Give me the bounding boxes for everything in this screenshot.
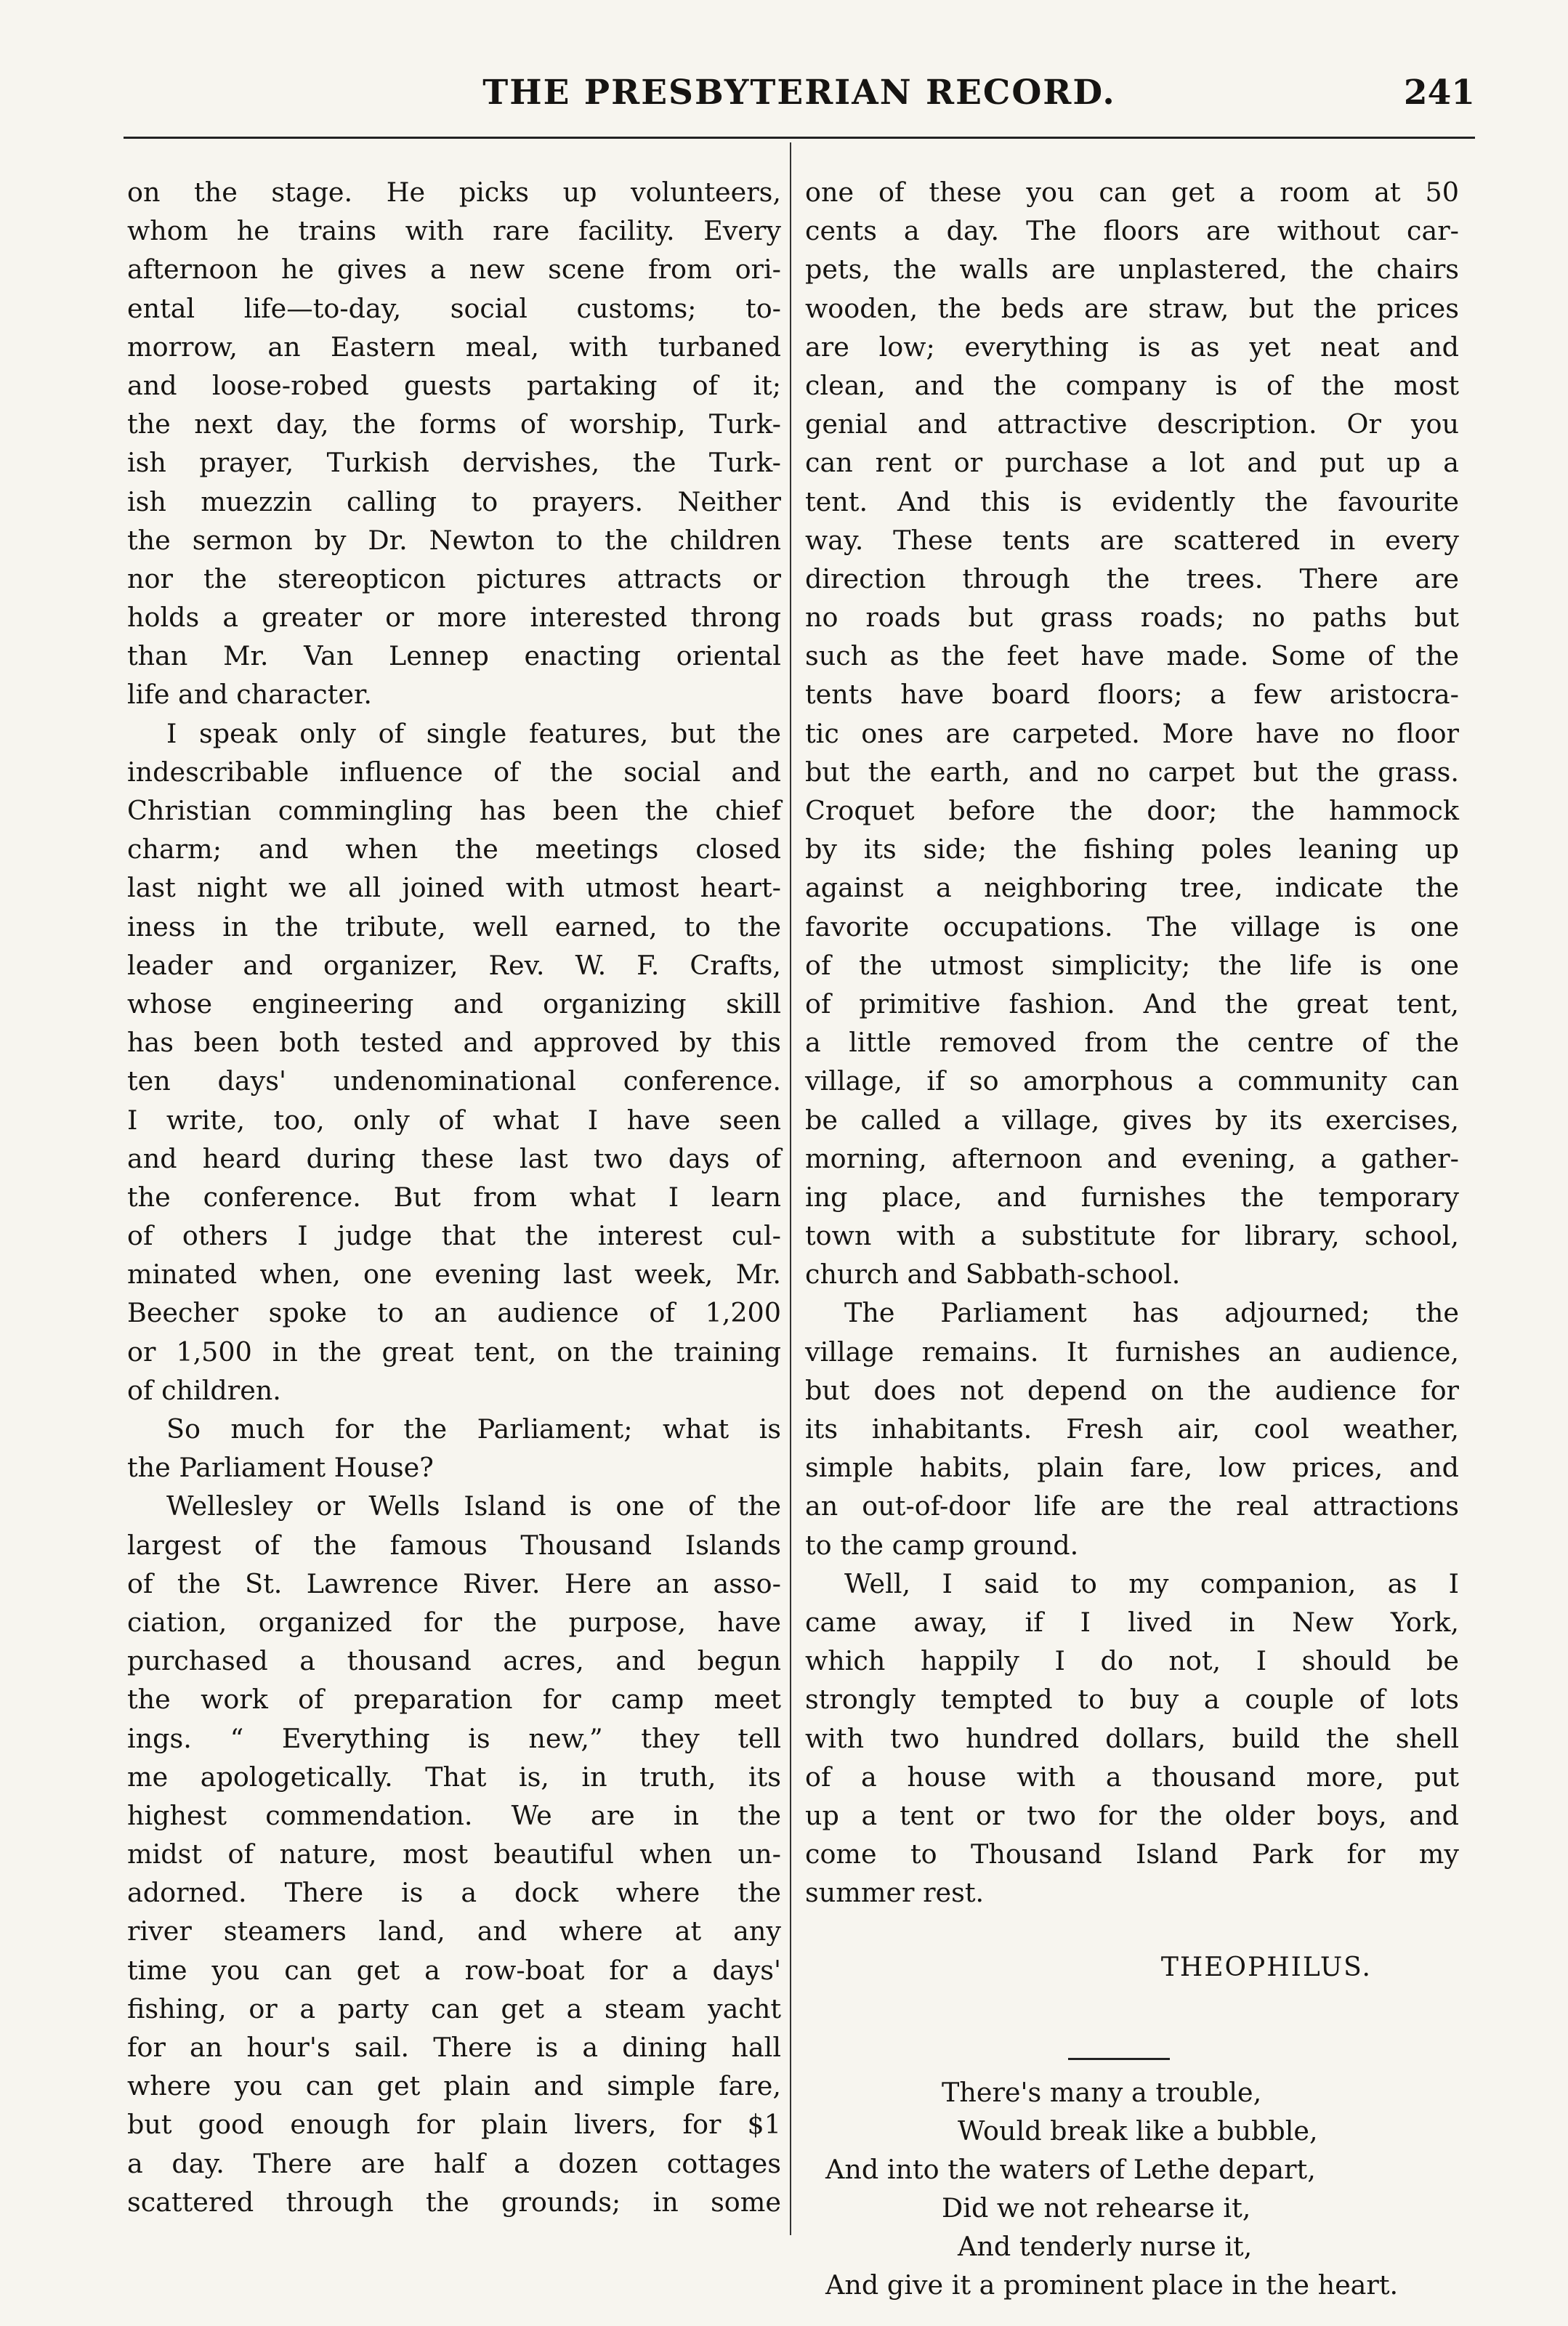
text-line: The Parliament has adjourned; the — [844, 1297, 1459, 1329]
text-line: me apologetically. That is, in truth, its — [127, 1761, 781, 1793]
text-line: and loose-robed guests partaking of it; — [127, 369, 781, 401]
text-line: village, if so amorphous a community can — [805, 1065, 1459, 1097]
text-line: which happily I do not, I should be — [805, 1645, 1459, 1677]
text-line: ental life—to-day, social customs; to- — [127, 292, 781, 324]
text-line: Well, I said to my companion, as I — [844, 1567, 1459, 1599]
text-line: wooden, the beds are straw, but the prices — [805, 292, 1459, 324]
text-line: the work of preparation for camp meet — [127, 1684, 781, 1716]
text-line: simple habits, plain fare, low prices, and — [805, 1452, 1459, 1484]
right-column — [805, 173, 1459, 2304]
text-line: with two hundred dollars, build the shell — [805, 1722, 1459, 1754]
text-line: tic ones are carpeted. More have no floor — [805, 717, 1459, 749]
text-line: genial and attractive description. Or you — [805, 408, 1459, 440]
text-line: clean, and the company is of the most — [805, 369, 1459, 401]
text-line: Croquet before the door; the hammock — [805, 795, 1459, 826]
text-line: of primitive fashion. And the great tent, — [805, 988, 1459, 1019]
text-line: on the stage. He picks up volunteers, — [127, 177, 781, 208]
text-line: I write, too, only of what I have seen — [127, 1104, 781, 1136]
text-line: morrow, an Eastern meal, with turbaned — [127, 331, 781, 363]
text-line: minated when, one evening last week, Mr. — [127, 1259, 781, 1291]
text-line: of children. — [127, 1374, 281, 1406]
text-line: Christian commingling has been the chief — [127, 795, 781, 826]
running-title: THE PRESBYTERIAN RECORD. — [482, 73, 1116, 113]
text-line: has been both tested and approved by this — [127, 1027, 781, 1059]
column-divider — [790, 142, 791, 2235]
text-line: ish muezzin calling to prayers. Neither — [127, 485, 781, 517]
page-header — [124, 73, 1475, 138]
text-line: the Parliament House? — [127, 1452, 434, 1484]
text-line: and heard during these last two days of — [127, 1142, 781, 1174]
text-line: last night we all joined with utmost heart- — [127, 872, 781, 904]
signature: THEOPHILUS. — [1160, 1953, 1372, 1983]
text-line: can rent or purchase a lot and put up a — [805, 447, 1459, 479]
text-line: than Mr. Van Lennep enacting oriental — [127, 640, 781, 672]
text-line: the next day, the forms of worship, Turk- — [127, 408, 781, 440]
text-line: but the earth, and no carpet but the grass. — [805, 756, 1459, 788]
text-line: indescribable influence of the social and — [127, 756, 781, 788]
text-line: summer rest. — [805, 1877, 985, 1909]
page-number: 241 — [1403, 73, 1475, 113]
right-column-text — [805, 173, 1459, 1912]
text-line: are low; everything is as yet neat and — [805, 331, 1459, 363]
text-line: midst of nature, most beautiful when un- — [127, 1838, 781, 1870]
text-line: ten days' undenominational conference. — [127, 1065, 781, 1097]
text-line: fishing, or a party can get a steam yacht — [127, 1992, 781, 2024]
text-line: afternoon he gives a new scene from ori- — [127, 254, 781, 286]
text-line: life and character. — [127, 679, 372, 711]
text-line: time you can get a row-boat for a days' — [127, 1954, 781, 1986]
text-line: for an hour's sail. There is a dining hall — [127, 2032, 781, 2063]
text-line: scattered through the grounds; in some — [127, 2186, 781, 2218]
text-line: charm; and when the meetings closed — [127, 833, 781, 865]
text-line: against a neighboring tree, indicate the — [805, 872, 1459, 904]
text-line: cents a day. The floors are without car- — [805, 215, 1459, 247]
section-rule — [1068, 2058, 1170, 2060]
text-line: the sermon by Dr. Newton to the children — [127, 524, 781, 556]
text-line: morning, afternoon and evening, a gather- — [805, 1142, 1459, 1174]
text-line: leader and organizer, Rev. W. F. Crafts, — [127, 949, 781, 981]
text-line: ing place, and furnishes the temporary — [805, 1181, 1459, 1213]
text-line: one of these you can get a room at 50 — [805, 177, 1459, 208]
text-line: an out-of-door life are the real attractions — [805, 1490, 1459, 1522]
text-line: of a house with a thousand more, put — [805, 1761, 1459, 1793]
poem-line: Would break like a bubble, — [958, 2115, 1318, 2147]
text-line: by its side; the fishing poles leaning up — [805, 833, 1459, 865]
poem — [805, 2073, 1459, 2304]
text-line: come to Thousand Island Park for my — [805, 1838, 1459, 1870]
text-line: to the camp ground. — [805, 1529, 1079, 1561]
text-line: of the St. Lawrence River. Here an asso- — [127, 1567, 781, 1599]
text-line: of others I judge that the interest cul- — [127, 1220, 781, 1252]
text-line: the conference. But from what I learn — [127, 1181, 781, 1213]
text-line: tents have board floors; a few aristocra- — [805, 679, 1459, 711]
text-line: strongly tempted to buy a couple of lots — [805, 1684, 1459, 1716]
text-line: iness in the tribute, well earned, to the — [127, 910, 781, 942]
text-line: such as the feet have made. Some of the — [805, 640, 1459, 672]
text-line: highest commendation. We are in the — [127, 1799, 781, 1831]
text-line: a little removed from the centre of the — [805, 1027, 1459, 1059]
text-line: Wellesley or Wells Island is one of the — [166, 1490, 781, 1522]
text-line: but does not depend on the audience for — [805, 1374, 1459, 1406]
text-line: up a tent or two for the older boys, and — [805, 1799, 1459, 1831]
text-line: adorned. There is a dock where the — [127, 1877, 781, 1909]
text-line: ings. “ Everything is new,” they tell — [127, 1722, 781, 1754]
text-line: of the utmost simplicity; the life is one — [805, 949, 1459, 981]
text-line: holds a greater or more interested throng — [127, 602, 781, 634]
text-line: town with a substitute for library, school, — [805, 1220, 1459, 1252]
header-rule — [124, 137, 1475, 139]
text-line: village remains. It furnishes an audience, — [805, 1336, 1459, 1368]
text-line: its inhabitants. Fresh air, cool weather, — [805, 1413, 1459, 1445]
text-line: ciation, organized for the purpose, have — [127, 1606, 781, 1638]
text-line: river steamers land, and where at any — [127, 1915, 781, 1947]
poem-line: And tenderly nurse it, — [958, 2231, 1253, 2263]
text-line: church and Sabbath-school. — [805, 1259, 1181, 1291]
text-line: I speak only of single features, but the — [166, 717, 781, 749]
text-line: or 1,500 in the great tent, on the training — [127, 1336, 781, 1368]
text-line: whose engineering and organizing skill — [127, 988, 781, 1019]
poem-line: And into the waters of Lethe depart, — [825, 2154, 1316, 2186]
text-line: a day. There are half a dozen cottages — [127, 2147, 781, 2179]
poem-line: And give it a prominent place in the heart. — [825, 2269, 1399, 2301]
text-line: way. These tents are scattered in every — [805, 524, 1459, 556]
text-line: pets, the walls are unplastered, the chairs — [805, 254, 1459, 286]
text-line: nor the stereopticon pictures attracts or — [127, 562, 781, 594]
text-line: tent. And this is evidently the favourite — [805, 485, 1459, 517]
text-line: no roads but grass roads; no paths but — [805, 602, 1459, 634]
text-line: So much for the Parliament; what is — [166, 1413, 781, 1445]
text-line: direction through the trees. There are — [805, 562, 1459, 594]
poem-line: Did we not rehearse it, — [942, 2192, 1251, 2224]
text-line: favorite occupations. The village is one — [805, 910, 1459, 942]
text-line: Beecher spoke to an audience of 1,200 — [127, 1297, 781, 1329]
text-line: whom he trains with rare facility. Every — [127, 215, 781, 247]
text-line: purchased a thousand acres, and begun — [127, 1645, 781, 1677]
poem-line: There's many a trouble, — [942, 2077, 1262, 2109]
left-column — [127, 173, 781, 2221]
text-line: came away, if I lived in New York, — [805, 1606, 1459, 1638]
text-line: where you can get plain and simple fare, — [127, 2070, 781, 2102]
text-line: largest of the famous Thousand Islands — [127, 1529, 781, 1561]
text-line: be called a village, gives by its exercises, — [805, 1104, 1459, 1136]
text-line: ish prayer, Turkish dervishes, the Turk- — [127, 447, 781, 479]
text-line: but good enough for plain livers, for $1 — [127, 2109, 781, 2141]
